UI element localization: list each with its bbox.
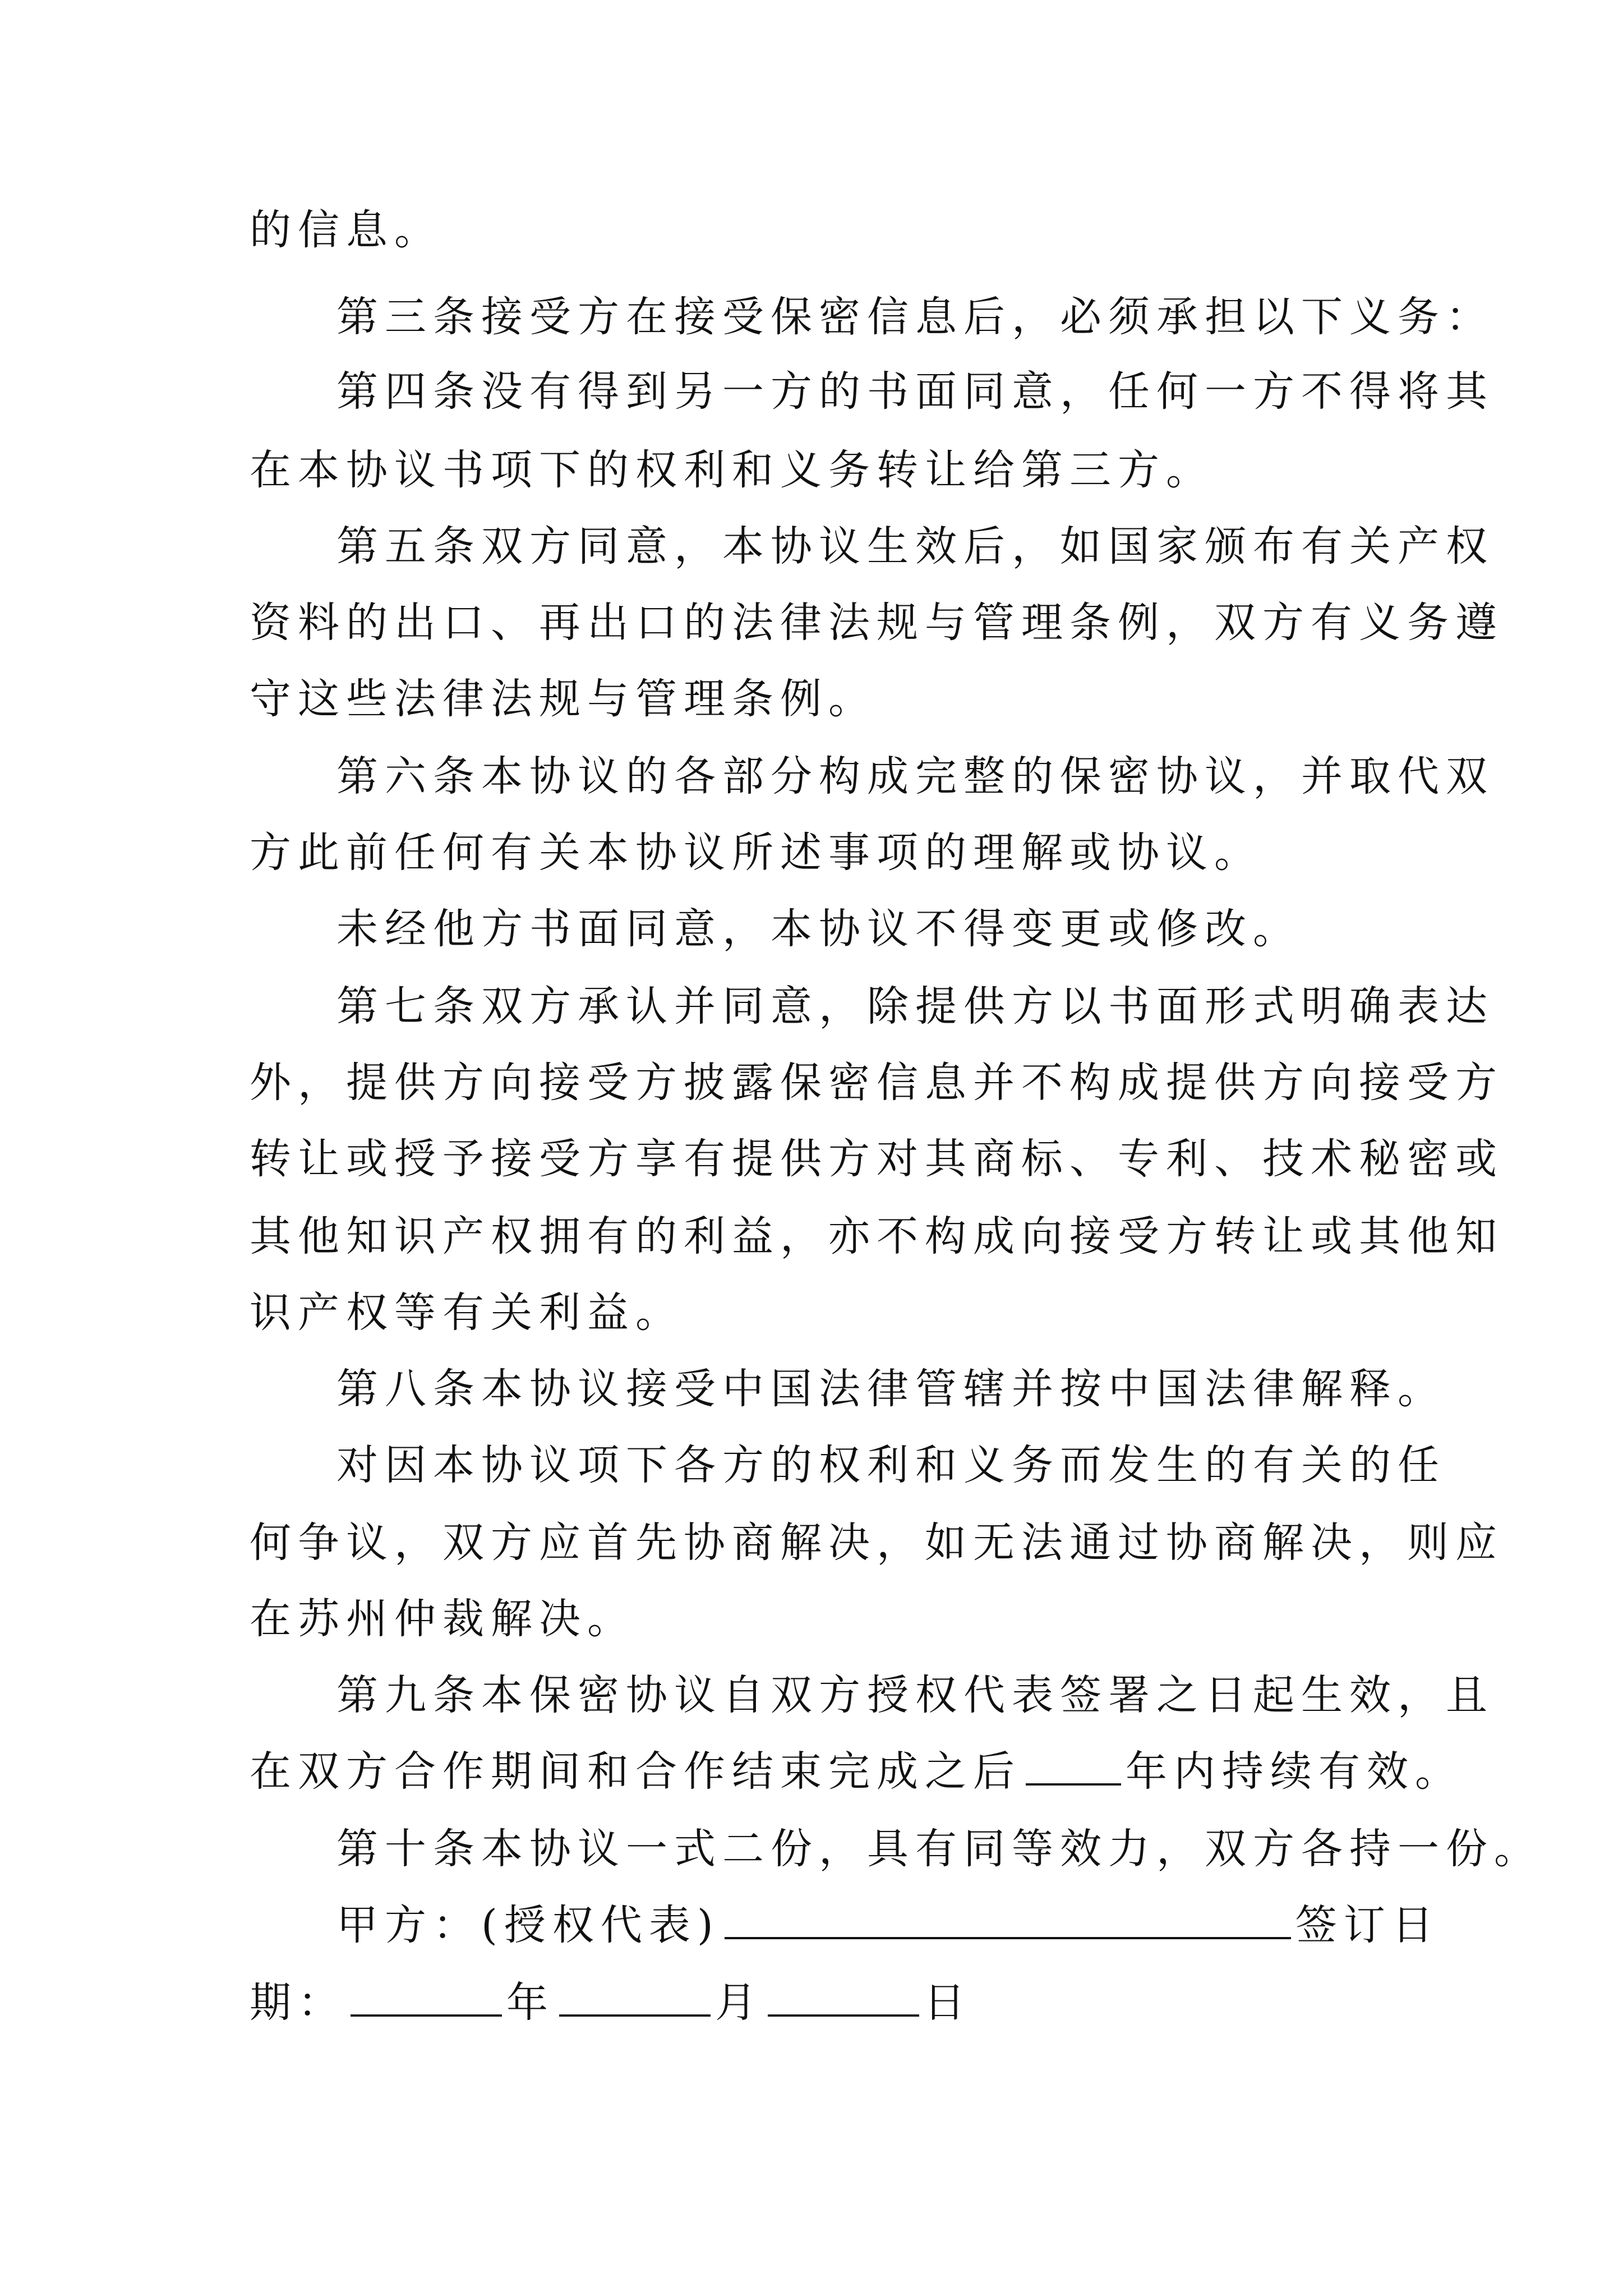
text-line: 的信息。 [250, 206, 442, 254]
text-line: 资料的出口、再出口的法律法规与管理条例，双方有义务遵 [250, 599, 1504, 647]
representative-blank[interactable] [725, 1898, 1291, 1939]
article-3: 第三条接受方在接受保密信息后，必须承担以下义务： [336, 293, 1494, 341]
month-label: 月 [715, 1978, 763, 2027]
text-line: 对因本协议项下各方的权利和义务而发生的有关的任 [336, 1441, 1446, 1489]
text-line: 在苏州仲裁解决。 [250, 1595, 635, 1643]
article-5: 第五条双方同意，本协议生效后，如国家颁布有关产权 [336, 522, 1494, 570]
text-line: 外，提供方向接受方披露保密信息并不构成提供方向接受方 [250, 1059, 1504, 1107]
article-4: 第四条没有得到另一方的书面同意，任何一方不得将其 [336, 367, 1494, 416]
article-10: 第十条本协议一式二份，具有同等效力，双方各持一份。 [336, 1825, 1542, 1873]
text-segment: 年内持续有效。 [1126, 1747, 1463, 1796]
date-line [250, 1975, 972, 2031]
article-6: 第六条本协议的各部分构成完整的保密协议，并取代双 [336, 752, 1494, 800]
years-blank[interactable] [1026, 1744, 1121, 1786]
signature-line [336, 1897, 1440, 1953]
month-blank[interactable] [559, 1975, 711, 2017]
text-line: 在本协议书项下的权利和义务转让给第三方。 [250, 446, 1214, 494]
party-a-label: 甲方：(授权代表) [336, 1901, 720, 1949]
text-segment: 在双方合作期间和合作结束完成之后 [250, 1747, 1021, 1796]
text-line: 其他知识产权拥有的利益，亦不构成向接受方转让或其他知 [250, 1212, 1504, 1260]
year-label: 年 [506, 1978, 555, 2027]
article-7: 第七条双方承认并同意，除提供方以书面形式明确表达 [336, 982, 1494, 1030]
text-line: 方此前任何有关本协议所述事项的理解或协议。 [250, 829, 1262, 877]
article-8: 第八条本协议接受中国法律管辖并按中国法律解释。 [336, 1365, 1446, 1413]
sign-date-label: 签订日 [1295, 1901, 1440, 1949]
text-line: 守这些法律法规与管理条例。 [250, 675, 877, 723]
validity-line [250, 1743, 1463, 1800]
text-line: 转让或授予接受方享有提供方对其商标、专利、技术秘密或 [250, 1135, 1504, 1183]
date-label: 期： [250, 1978, 346, 2027]
year-blank[interactable] [351, 1975, 502, 2017]
day-label: 日 [924, 1978, 972, 2027]
text-line: 何争议，双方应首先协商解决，如无法通过协商解决，则应 [250, 1519, 1504, 1567]
text-line: 识产权等有关利益。 [250, 1289, 684, 1337]
article-9: 第九条本保密协议自双方授权代表签署之日起生效，且 [336, 1671, 1494, 1719]
day-blank[interactable] [768, 1975, 919, 2017]
text-line: 未经他方书面同意，本协议不得变更或修改。 [336, 905, 1301, 953]
